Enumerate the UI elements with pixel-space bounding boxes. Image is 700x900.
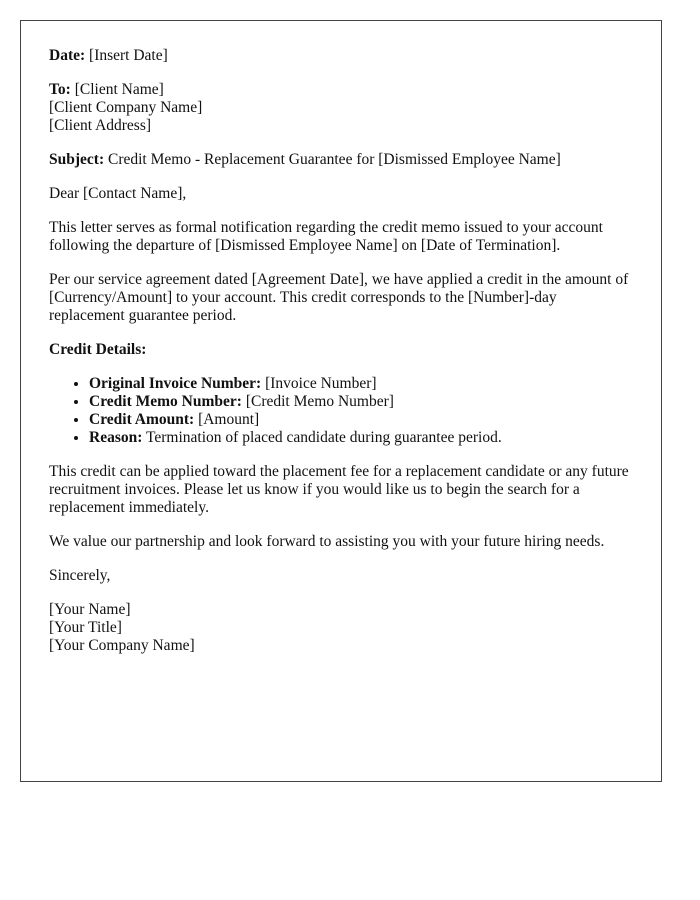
reason-value: Termination of placed candidate during guarantee period.	[146, 429, 502, 446]
credit-amount-label: Credit Amount:	[89, 411, 195, 428]
invoice-number-value: [Invoice Number]	[265, 375, 377, 392]
recipient-block	[49, 81, 633, 135]
list-item	[89, 393, 633, 411]
credit-amount-value: [Amount]	[198, 411, 260, 428]
credit-memo-number-label: Credit Memo Number:	[89, 393, 242, 410]
recipient-label: To:	[49, 81, 71, 98]
date-value: [Insert Date]	[89, 47, 168, 64]
letter-page	[20, 20, 662, 782]
credit-details-list	[49, 375, 633, 447]
application-paragraph: This credit can be applied toward the placement fee for a replacement candidate or any future recruitment invoices. Please let us know if you would like us to begin the search for a replacement immediately.	[49, 463, 629, 516]
reason-label: Reason:	[89, 429, 143, 446]
subject-label: Subject:	[49, 151, 105, 168]
list-item	[89, 411, 633, 429]
salutation: Dear [Contact Name],	[49, 185, 187, 202]
intro-paragraph: This letter serves as formal notification regarding the credit memo issued to your account following the departure of [Dismissed Employee Name] on [Date of Termination].	[49, 219, 603, 254]
credit-details-heading: Credit Details:	[49, 341, 147, 358]
credit-memo-number-value: [Credit Memo Number]	[245, 393, 394, 410]
date-label: Date:	[49, 47, 86, 64]
signature-title: [Your Title]	[49, 619, 122, 636]
signature-name: [Your Name]	[49, 601, 131, 618]
subject-value: Credit Memo - Replacement Guarantee for [Dismissed Employee Name]	[107, 151, 561, 168]
client-company-name: [Client Company Name]	[49, 99, 203, 116]
client-address: [Client Address]	[49, 117, 152, 134]
list-item	[89, 375, 633, 393]
date-line	[49, 47, 633, 65]
signoff: Sincerely,	[49, 567, 111, 584]
client-name: [Client Name]	[74, 81, 164, 98]
signature-block	[49, 601, 633, 655]
closing-paragraph: We value our partnership and look forward to assisting you with your future hiring needs.	[49, 533, 605, 550]
signature-company: [Your Company Name]	[49, 637, 195, 654]
recipient-name-line	[49, 81, 633, 99]
subject-line	[49, 151, 633, 169]
invoice-number-label: Original Invoice Number:	[89, 375, 262, 392]
agreement-paragraph: Per our service agreement dated [Agreement Date], we have applied a credit in the amount of [Currency/Amount] to your account. This credit corresponds to the [Number]-day replacement guarantee period.	[49, 271, 629, 324]
list-item	[89, 429, 633, 447]
